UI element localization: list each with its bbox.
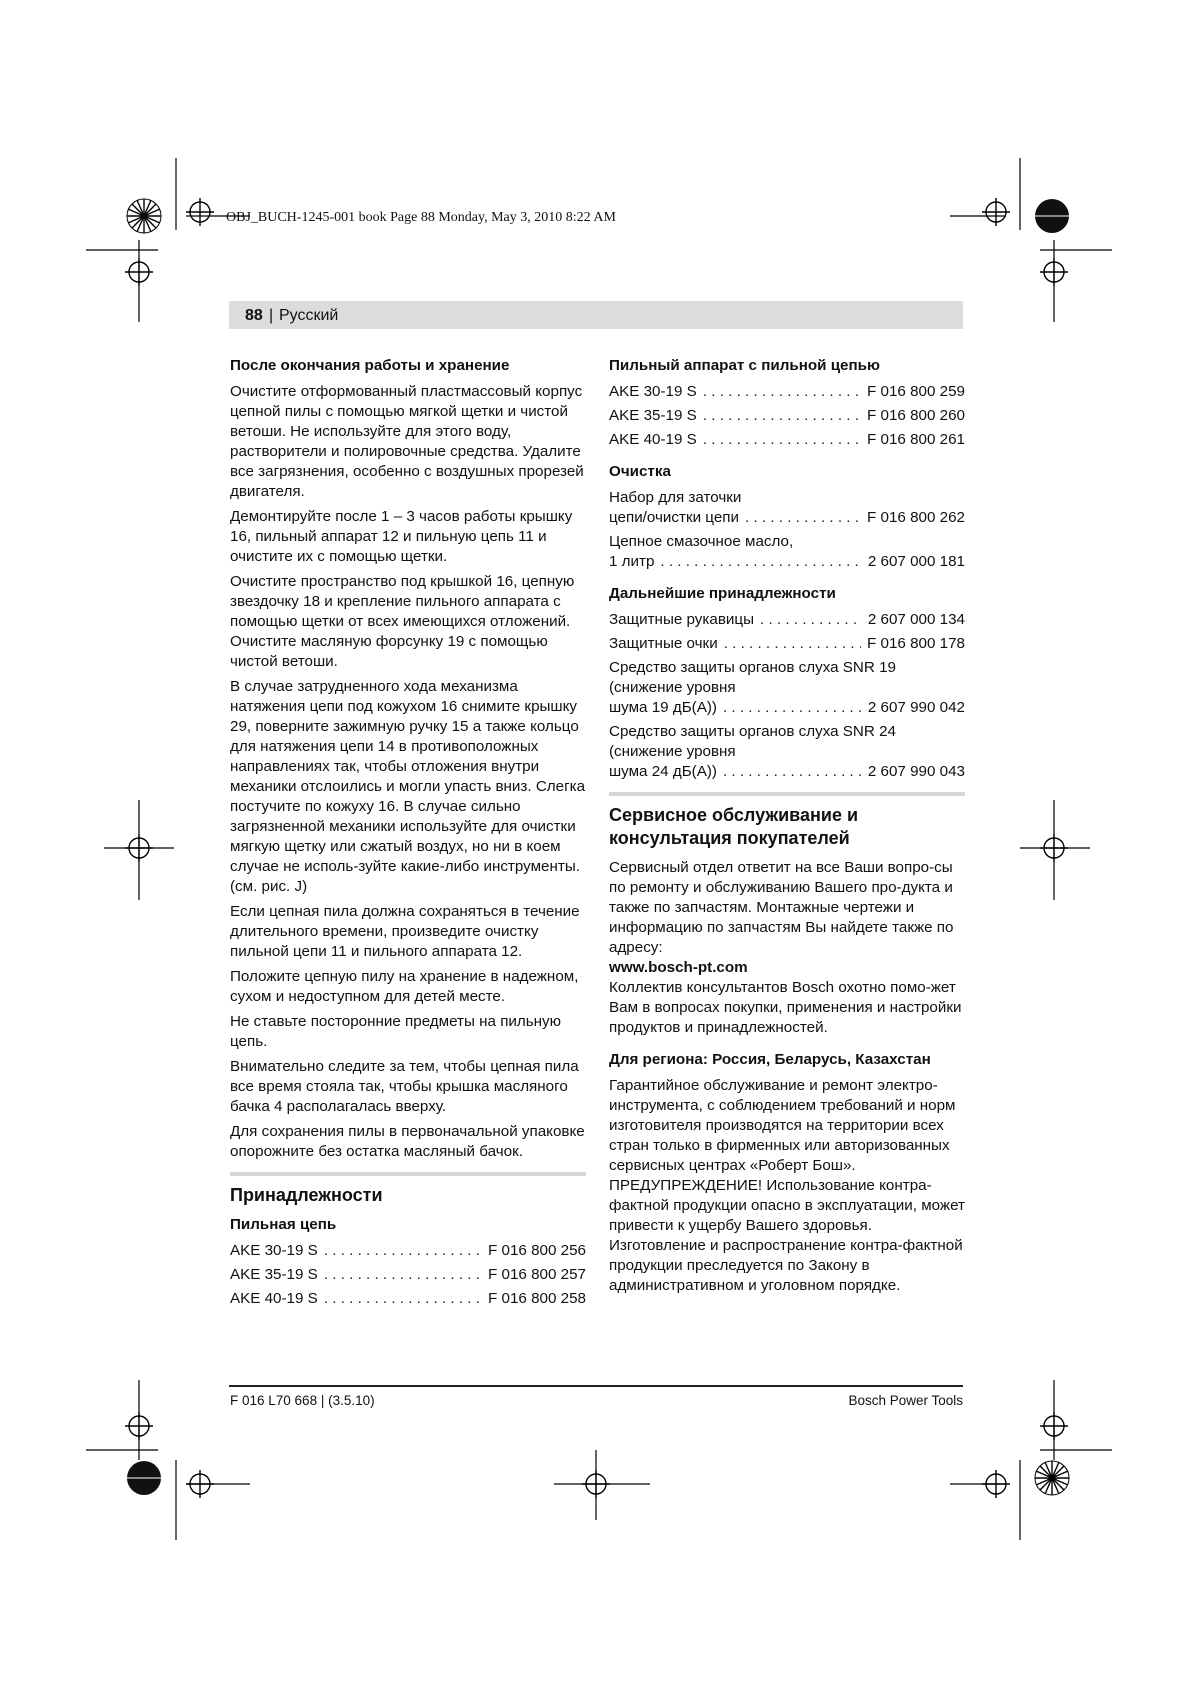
region-text: Гарантийное обслуживание и ремонт электро-инструмента, с соблюдением требований и норм изготовителя производятся на территории всех стран только в фирменных или авторизованных сервисных центрах «Роберт Бош». ПРЕДУПРЕЖДЕНИЕ! Использование контра-фактной продукции опасно в эксплуатации, может привести к ущербу Вашего здоровья. Изготовление и распространение контра-фактной продукции преследуется по Закону в административном и уголовном порядке. [609,1077,965,1294]
region-heading: Для региона: Россия, Беларусь, Казахстан [609,1051,931,1068]
care-paragraph: Демонтируйте после 1 – 3 часов работы крышку 16, пильный аппарат 12 и пильную цепь 11 и очистите их с помощью щетки. [230,508,573,565]
list-item: AKE 30-19 S . . . F 016 800 259 [609,382,965,402]
running-header [229,301,963,329]
list-item: 1 литр . . . 2 607 000 181 [609,552,965,572]
cleaning-heading: Очистка [609,463,671,480]
accessories-heading: Принадлежности [230,1185,383,1205]
right-column [609,356,965,1296]
footer-brand: Bosch Power Tools [848,1393,963,1408]
list-item: AKE 40-19 S . . . F 016 800 261 [609,430,965,450]
care-paragraph: Если цепная пила должна сохраняться в течение длительного времени, произведите очистку пильной цепи 11 и пильного аппарата 12. [230,903,580,960]
list-item: AKE 30-19 S . . . F 016 800 256 [230,1241,586,1261]
more-heading: Дальнейшие принадлежности [609,585,836,602]
service-url[interactable]: www.bosch-pt.com [609,959,748,976]
item-description: Набор для заточки [609,489,742,506]
header-separator: | [269,307,274,324]
left-column [230,356,586,1313]
footer-doc-number: F 016 L70 668 | (3.5.10) [230,1393,375,1408]
item-description: Цепное смазочное масло, [609,533,794,550]
header-language: Русский [279,307,339,324]
list-item: AKE 35-19 S . . . F 016 800 260 [609,406,965,426]
section-rule [609,792,965,796]
list-item: шума 24 дБ(А)) . . . 2 607 990 043 [609,762,965,782]
care-paragraph: Не ставьте посторонние предметы на пильную цепь. [230,1013,562,1050]
list-item: цепи/очистки цепи . . . F 016 800 262 [609,508,965,528]
service-text: Сервисный отдел ответит на все Ваши вопро-сы по ремонту и обслуживанию Вашего про-дукта и также по запчастям. Монтажные чертежи и информацию по запчастям Вы найдете также по адресу: www.bosch-pt.com Коллектив консультантов Bosch охотно помо-жет Вам в вопросах покупки, применения и настройки продуктов и принадлежностей. [609,859,962,1036]
service-heading: Сервисное обслуживание и консультация покупателей [609,805,859,848]
print-slug: OBJ_BUCH-1245-001 book Page 88 Monday, May 3, 2010 8:22 AM [226,210,616,225]
list-item: Защитные рукавицы . . . 2 607 000 134 [609,610,965,630]
list-item: Защитные очки . . . F 016 800 178 [609,634,965,654]
care-paragraph: Для сохранения пилы в первоначальной упаковке опорожните без остатка масляный бачок. [230,1123,585,1160]
care-paragraph: Очистите пространство под крышкой 16, цепную звездочку 18 и крепление пильного аппарата с помощью щетки от всех имеющихся отложений. Очистите масляную форсунку 19 с помощью чистой ветоши. [230,573,575,670]
section-rule [230,1172,586,1176]
footer-rule [229,1385,963,1387]
care-paragraph: Внимательно следите за тем, чтобы цепная пила все время стояла так, чтобы крышка масляного бачка 4 располагалась вверху. [230,1058,579,1115]
list-item: AKE 35-19 S . . . F 016 800 257 [230,1265,586,1285]
item-description: Средство защиты органов слуха SNR 24 (снижение уровня [609,723,896,760]
list-item: шума 19 дБ(А)) . . . 2 607 990 042 [609,698,965,718]
list-item: AKE 40-19 S . . . F 016 800 258 [230,1289,586,1309]
chain-heading: Пильная цепь [230,1216,337,1233]
care-paragraph: Положите цепную пилу на хранение в надежном, сухом и недоступном для детей месте. [230,968,579,1005]
item-description: Средство защиты органов слуха SNR 19 (снижение уровня [609,659,896,696]
care-paragraph: Очистите отформованный пластмассовый корпус цепной пилы с помощью мягкой щетки и чистой ветоши. Не используйте для этого воду, растворители и полировочные средства. Удалите все загрязнения, особенно с воздушных прорезей двигателя. [230,383,584,500]
page-number: 88 [245,307,263,324]
care-heading: После окончания работы и хранение [230,357,510,374]
care-paragraph: В случае затрудненного хода механизма натяжения цепи под кожухом 16 снимите крышку 29, поверните зажимную ручку 15 а также кольцо для натяжения цепи 14 в противоположных направлениях так, чтобы отложения внутри механики отслоились и могли упасть вниз. Слегка постучите по кожуху 16. В случае сильно загрязненной механики используйте для очистки мягкую щетку или сжатый воздух, но ни в коем случае не исполь-зуйте какие-либо инструменты. (см. рис. J) [230,678,586,895]
bar-heading: Пильный аппарат с пильной цепью [609,357,880,374]
